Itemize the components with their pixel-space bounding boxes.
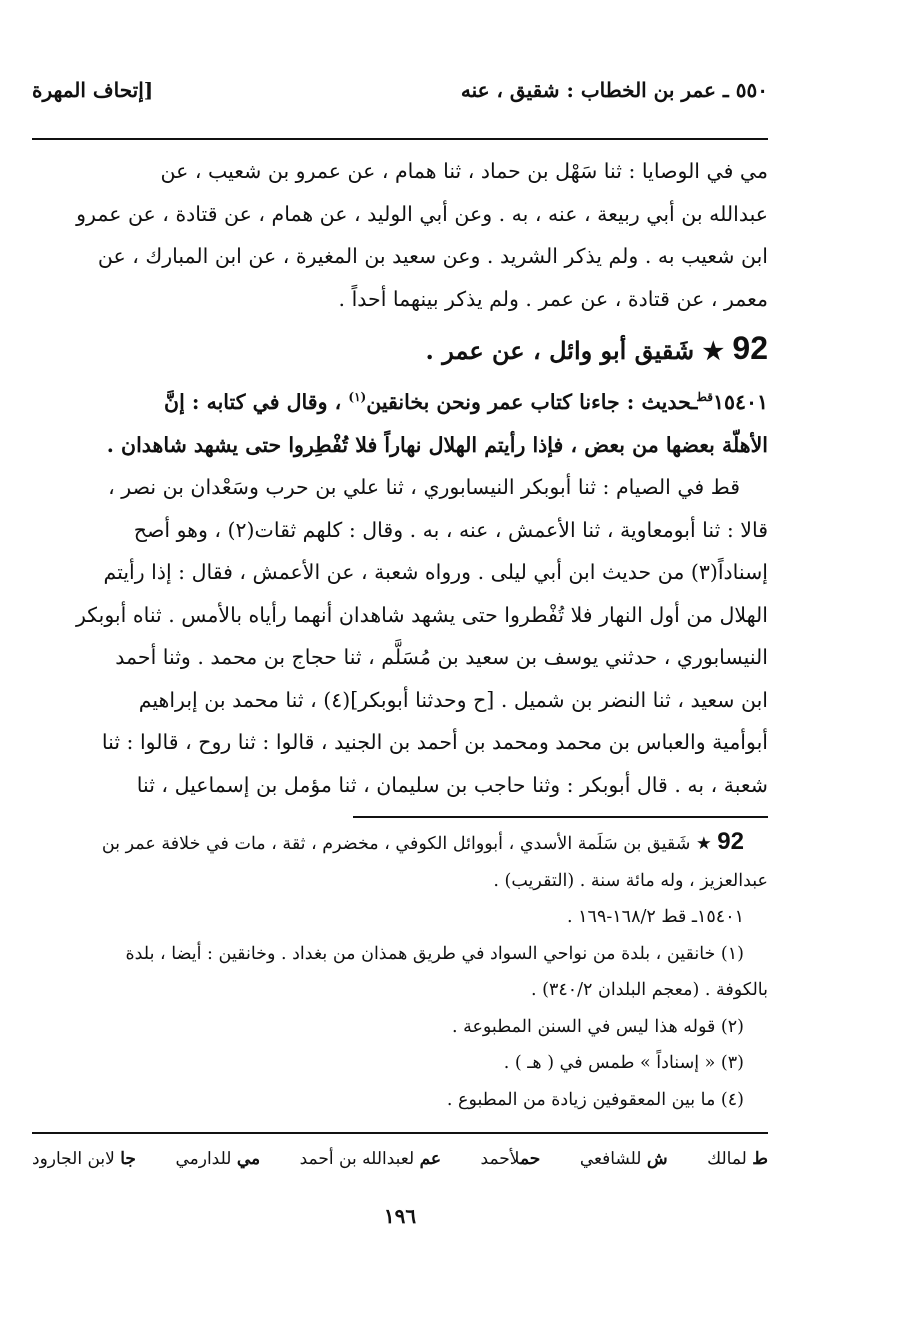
hadith-line [32, 381, 768, 424]
page-number: ١٩٦ [383, 1204, 417, 1228]
abbreviations-legend [32, 1144, 768, 1174]
running-header [32, 78, 768, 116]
hadith-line: الأهلّة بعضها من بعض ، فإذا رأيتم الهلال نهاراً فلا تُفْطِروا حتى يشهد شاهدان . [106, 432, 768, 457]
abbreviation-item: عم لعبدالله بن أحمد [299, 1149, 442, 1169]
text-line: ابن سعيد ، ثنا النضر بن شميل . [ح وحدثنا أبوبكر](٤) ، ثنا محمد بن إبراهيم [138, 687, 768, 712]
bio-text: شَقيق بن سَلَمة الأسدي ، أبووائل الكوفي ، مخضرم ، ثقة ، مات في خلافة عمر بن [101, 834, 691, 854]
text-line: مي في الوصايا : ثنا سَهْل بن حماد ، ثنا همام ، عن عمرو بن شعيب ، عن [160, 159, 768, 183]
hadith-text: ، وقال في كتابه : إنَّ [164, 390, 342, 414]
text-line: الهلال من أول النهار فلا تُفْطروا حتى يشهد شاهدان أنهما رأياه بالأمس . ثناه أبوبكر [76, 602, 768, 627]
footnote-line: (٤) ما بين المعقوفين زيادة من المطبوع . [446, 1089, 744, 1110]
text-line: ابن شعيب به . ولم يذكر الشريد . وعن سعيد بن المغيرة ، عن ابن المبارك ، عن [97, 244, 768, 268]
text-line: قط في الصيام : ثنا أبوبكر النيسابوري ، ثنا علي بن حرب وسَعْدان بن نصر ، [108, 475, 740, 499]
hadith-number: ١٥٤٠١ [712, 390, 768, 414]
book-page [32, 78, 768, 1228]
text-line: إسناداً(٣) من حديث ابن أبي ليلى . ورواه شعبة ، عن الأعمش ، فقال : إذا رأيتم [103, 560, 768, 584]
abbreviations-rule [32, 1132, 768, 1134]
footnote-line: ١٥٤٠١ـ قط ١٦٨/٢-١٦٩ . [567, 907, 744, 927]
main-text [32, 150, 768, 806]
text-line: أبوأمية والعباس بن محمد ومحمد بن أحمد بن الجنيد ، قالوا : ثنا روح ، قالوا : ثنا [101, 730, 768, 754]
abbreviation-item: جا لابن الجارود [32, 1149, 136, 1169]
abbreviation-item: حملأحمد [480, 1149, 541, 1169]
bio-number: 92 [717, 828, 744, 855]
footnote-line: (٢) قوله هذا ليس في السنن المطبوعة . [451, 1016, 744, 1037]
text-line: قالا : ثنا أبومعاوية ، ثنا الأعمش ، عنه ، به . وقال : كلهم ثقات(٢) ، وهو أصح [133, 517, 768, 542]
text-line: النيسابوري ، حدثني يوسف بن سعيد بن مُسَلَّم ، ثنا حجاج بن محمد . وثنا أحمد [115, 645, 768, 669]
text-line: عبدالله بن أبي ربيعة ، عنه ، به . وعن أبي الوليد ، عن همام ، عن قتادة ، عن عمرو [76, 201, 768, 226]
abbreviation-item: مي للدارمي [175, 1149, 261, 1169]
footnote-bio [32, 824, 768, 863]
footnotes [32, 824, 768, 1118]
footnote-ref: (١) [348, 390, 367, 405]
abbreviation-item: ط لمالك [707, 1149, 768, 1169]
entry-number: 92 [732, 330, 768, 366]
text-line: معمر ، عن قتادة ، عن عمر . ولم يذكر بينهما أحداً . [338, 286, 768, 311]
footnote-rule [353, 816, 768, 818]
footnote-line: بالكوفة . (معجم البلدان ٣٤٠/٢) . [530, 980, 768, 1000]
footnote-line: (١) خانقين ، بلدة من نواحي السواد في طريق همذان من بغداد . وخانقين : أيضا ، بلدة [125, 943, 744, 964]
star-icon: ★ [702, 336, 725, 365]
footnote-line: (٣) « إسناداً » طمس في ( هـ ) . [503, 1053, 744, 1073]
hadith-text: ـحديث : جاءنا كتاب عمر ونحن بخانقين [366, 390, 698, 414]
header-chapter: ٥٥٠ ـ عمر بن الخطاب : شقيق ، عنه [460, 78, 768, 102]
abbreviation-item: ش للشافعي [579, 1149, 668, 1169]
hadith-source: قط [697, 390, 713, 405]
footnote-line: عبدالعزيز ، وله مائة سنة . (التقريب) . [493, 870, 768, 891]
entry-title: شَقيق أبو وائل ، عن عمر . [425, 336, 695, 365]
star-icon: ★ [696, 834, 712, 854]
text-line: شعبة ، به . قال أبوبكر : وثنا حاجب بن سليمان ، ثنا مؤمل بن إسماعيل ، ثنا [136, 772, 768, 797]
header-rule [32, 138, 768, 140]
header-book-title: [إتحاف المهرة [32, 78, 154, 102]
entry-heading [32, 326, 768, 373]
